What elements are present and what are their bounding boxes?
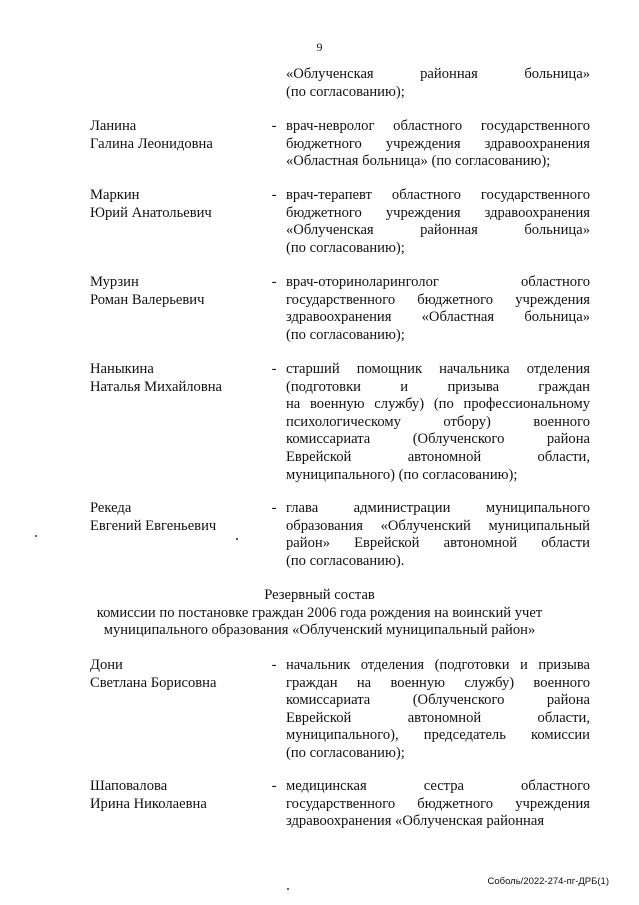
- description-line: государственного бюджетного учреждения: [286, 291, 590, 308]
- description-line: врач-терапевт областного государственного: [286, 187, 590, 203]
- document-code: Соболь/2022-274-пг-ДРБ(1): [487, 876, 609, 887]
- description-line: комиссариата (Облученского района: [286, 431, 590, 448]
- member-description: [286, 187, 590, 257]
- description-line: бюджетного учреждения здравоохранения: [286, 135, 590, 152]
- dash-separator: -: [271, 657, 277, 673]
- scan-speck: [287, 888, 289, 890]
- description-line: врач-оториноларинголог областного: [286, 274, 590, 290]
- member-description: [286, 657, 590, 763]
- description-line: Еврейской автономной области,: [286, 448, 590, 465]
- description-line: муниципального), председатель комиссии: [286, 727, 590, 744]
- description-line: начальник отделения (подготовки и призыва: [286, 657, 590, 673]
- member-description: [286, 66, 590, 101]
- page-number: 9: [316, 40, 323, 54]
- reserve-section-heading: [0, 587, 639, 640]
- heading-line: комиссии по постановке граждан 2006 года рождения на воинский учет: [96, 604, 543, 621]
- member-name: Дони Светлана Борисовна: [90, 657, 217, 691]
- member-description: [286, 274, 590, 344]
- member-name: Рекеда Евгений Евгеньевич: [90, 500, 217, 534]
- dash-separator: -: [271, 500, 277, 516]
- description-line: (по согласованию);: [286, 83, 405, 100]
- description-line: граждан на военную службу) военного: [286, 674, 590, 691]
- dash-separator: -: [271, 361, 277, 377]
- description-line: «Облученская районная больница»: [286, 66, 590, 82]
- member-name: Ланина Галина Леонидовна: [90, 118, 213, 152]
- member-name: Шаповалова Ирина Николаевна: [90, 778, 207, 812]
- description-line: муниципального) (по согласованию);: [286, 466, 518, 483]
- description-line: на военную службу) (по профессиональному: [286, 396, 590, 413]
- scan-speck: [236, 538, 238, 540]
- member-name: Наныкина Наталья Михайловна: [90, 361, 223, 395]
- scan-speck: [35, 535, 37, 537]
- description-line: комиссариата (Облученского района: [286, 692, 590, 709]
- member-description: [286, 118, 590, 171]
- description-line: психологическому отбору) военного: [286, 413, 590, 430]
- description-line: старший помощник начальника отделения: [286, 361, 590, 377]
- member-name: Маркин Юрий Анатольевич: [90, 187, 212, 221]
- member-description: [286, 778, 590, 831]
- dash-separator: -: [271, 778, 277, 794]
- description-line: «Областная больница» (по согласованию);: [286, 153, 551, 170]
- member-description: [286, 500, 590, 570]
- description-line: государственного бюджетного учреждения: [286, 795, 590, 812]
- heading-line: муниципального образования «Облученский муниципальный район»: [103, 622, 536, 639]
- description-line: здравоохранения «Областная больница»: [286, 309, 590, 326]
- member-name: Мурзин Роман Валерьевич: [90, 274, 205, 308]
- description-line: (по согласованию);: [286, 744, 405, 761]
- description-line: «Облученская районная больница»: [286, 222, 590, 239]
- heading-line: Резервный состав: [264, 587, 375, 603]
- description-line: здравоохранения «Облученская районная: [286, 813, 545, 830]
- description-line: врач-невролог областного государственного: [286, 118, 590, 134]
- dash-separator: -: [271, 274, 277, 290]
- description-line: Еврейской автономной области,: [286, 709, 590, 726]
- description-line: медицинская сестра областного: [286, 778, 590, 794]
- dash-separator: -: [271, 187, 277, 203]
- description-line: образования «Облученский муниципальный: [286, 517, 590, 534]
- member-description: [286, 361, 590, 484]
- description-line: (по согласованию);: [286, 326, 405, 343]
- description-line: (по согласованию);: [286, 239, 405, 256]
- description-line: (по согласованию).: [286, 552, 405, 569]
- description-line: (подготовки и призыва граждан: [286, 378, 590, 395]
- dash-separator: -: [271, 118, 277, 134]
- description-line: глава администрации муниципального: [286, 500, 590, 516]
- description-line: бюджетного учреждения здравоохранения: [286, 204, 590, 221]
- description-line: район» Еврейской автономной области: [286, 535, 590, 552]
